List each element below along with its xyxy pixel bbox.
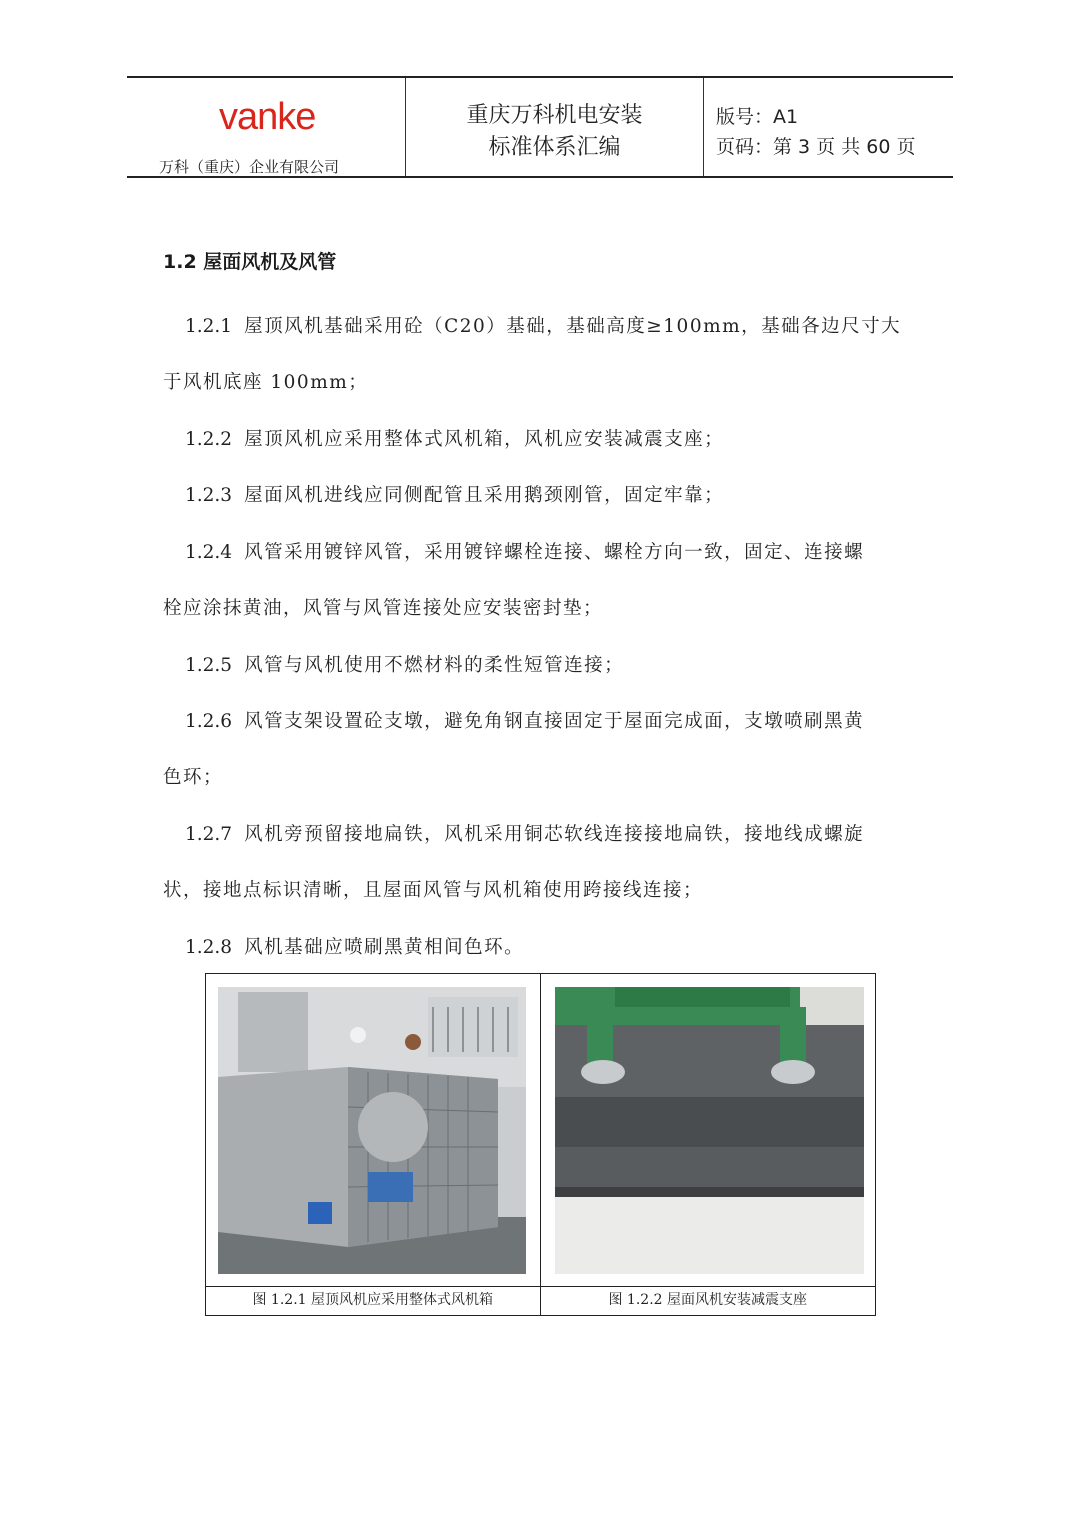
figure-1-cell — [206, 974, 541, 1315]
clause-1-2-5 — [185, 651, 624, 677]
vanke-logo: vanke — [219, 96, 316, 138]
clause-number: 1.2.5 — [185, 655, 233, 676]
clause-text: 风管采用镀锌风管，采用镀锌螺栓连接、螺栓方向一致，固定、连接螺 — [244, 542, 865, 563]
version-label: 版号：A1 — [716, 106, 799, 128]
page-label: 页码：第 3 页 共 60 页 — [716, 136, 916, 158]
doc-title-line2: 标准体系汇编 — [488, 135, 621, 160]
document-header — [127, 76, 953, 178]
clause-1-2-1 — [185, 312, 901, 338]
clause-text: 风机基础应喷刷黑黄相间色环。 — [244, 937, 525, 958]
clause-1-2-7 — [185, 820, 864, 846]
clause-number: 1.2.7 — [185, 824, 233, 845]
clause-1-2-6 — [185, 707, 864, 733]
clause-1-2-6-cont: 色环； — [163, 767, 224, 788]
figure-table — [205, 973, 876, 1316]
clause-number: 1.2.3 — [185, 485, 233, 506]
header-logo-cell — [127, 78, 406, 176]
company-name: 万科（重庆）企业有限公司 — [159, 158, 340, 176]
clause-number: 1.2.4 — [185, 542, 233, 563]
clause-1-2-2 — [185, 425, 724, 451]
clause-1-2-4-cont: 栓应涂抹黄油，风管与风管连接处应安装密封垫； — [163, 598, 604, 619]
clause-text: 风机旁预留接地扁铁，风机采用铜芯软线连接接地扁铁，接地线成螺旋 — [244, 824, 865, 845]
clause-number: 1.2.2 — [185, 429, 233, 450]
figure-2-caption: 图 1.2.2 屋面风机安装减震支座 — [541, 1286, 876, 1315]
vibration-mount-photo — [555, 987, 864, 1274]
clause-1-2-3 — [185, 481, 724, 507]
figure-1-caption: 图 1.2.1 屋顶风机应采用整体式风机箱 — [206, 1286, 540, 1315]
section-title: 1.2 屋面风机及风管 — [163, 251, 337, 273]
clause-text: 风管与风机使用不燃材料的柔性短管连接； — [244, 655, 625, 676]
fan-box-photo — [218, 987, 526, 1274]
clause-text: 屋顶风机应采用整体式风机箱，风机应安装减震支座； — [244, 429, 725, 450]
clause-1-2-8 — [185, 933, 524, 959]
clause-number: 1.2.8 — [185, 937, 233, 958]
doc-title-line1: 重庆万科机电安装 — [466, 103, 643, 128]
clause-text: 风管支架设置砼支墩，避免角钢直接固定于屋面完成面，支墩喷刷黑黄 — [244, 711, 865, 732]
clause-number: 1.2.1 — [185, 316, 233, 337]
clause-text: 屋顶风机基础采用砼（C20）基础，基础高度≥100mm，基础各边尺寸大 — [244, 316, 902, 337]
header-meta-cell — [704, 78, 953, 176]
clause-number: 1.2.6 — [185, 711, 233, 732]
figure-2-cell — [541, 974, 876, 1315]
clause-1-2-7-cont: 状，接地点标识清晰，且屋面风管与风机箱使用跨接线连接； — [163, 880, 704, 901]
clause-1-2-1-cont: 于风机底座 100mm； — [163, 372, 369, 393]
clause-text: 屋面风机进线应同侧配管且采用鹅颈刚管，固定牢靠； — [244, 485, 725, 506]
header-title-cell — [406, 78, 704, 176]
clause-1-2-4 — [185, 538, 864, 564]
